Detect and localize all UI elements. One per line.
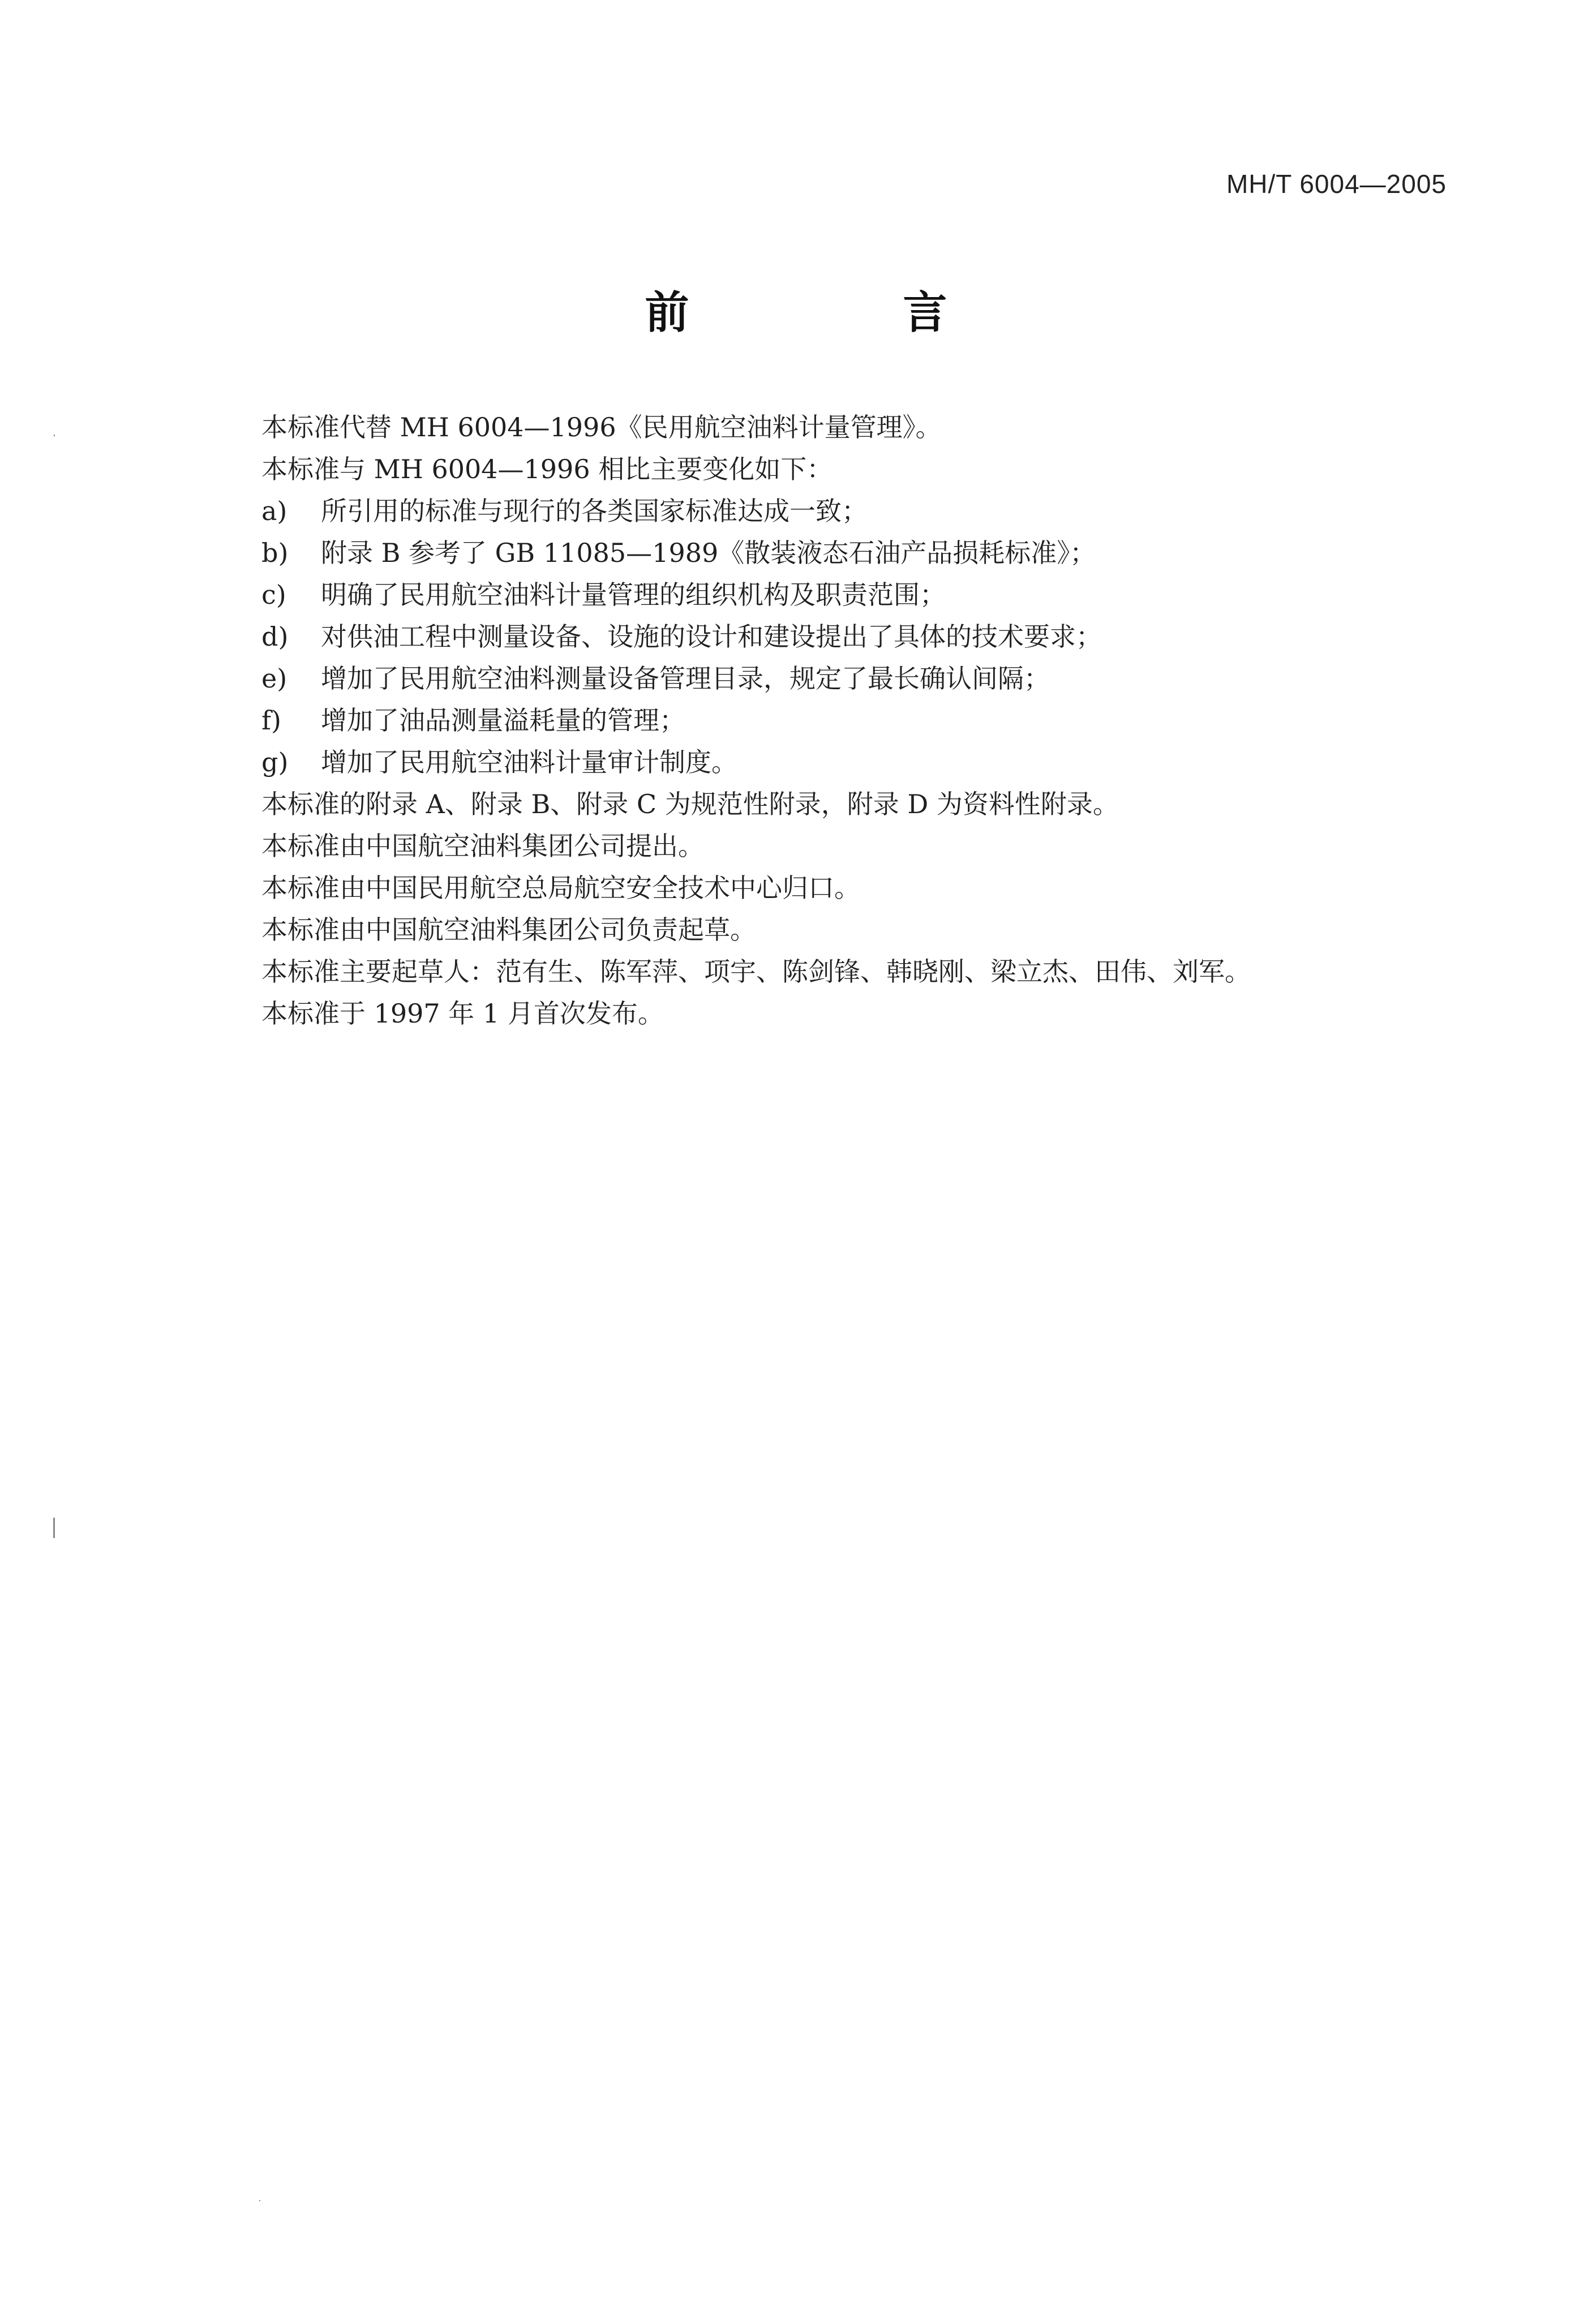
list-item-text: 增加了民用航空油料测量设备管理目录，规定了最长确认间隔；	[321, 663, 1050, 694]
closing-paragraph-proposer: 本标准由中国航空油料集团公司提出。	[261, 831, 704, 861]
list-item-text: 增加了油品测量溢耗量的管理；	[321, 705, 685, 736]
intro-paragraph-changes: 本标准与 MH 6004—1996 相比主要变化如下：	[261, 454, 833, 484]
list-item	[261, 616, 1450, 658]
list-item-text: 附录 B 参考了 GB 11085—1989《散装液态石油产品损耗标准》；	[321, 538, 1096, 568]
list-item-label: e)	[261, 663, 287, 694]
list-item	[261, 574, 1450, 616]
list-item-text: 所引用的标准与现行的各类国家标准达成一致；	[321, 496, 868, 526]
closing-paragraph-first-issue: 本标准于 1997 年 1 月首次发布。	[261, 998, 664, 1029]
list-item	[261, 699, 1450, 741]
scan-mark	[53, 1518, 55, 1538]
foreword-body	[261, 406, 1450, 1034]
list-item	[261, 490, 1450, 532]
list-item-text: 对供油工程中测量设备、设施的设计和建设提出了具体的技术要求；	[321, 621, 1102, 652]
list-item-text: 增加了民用航空油料计量审计制度。	[321, 747, 737, 777]
closing-paragraph-annexes: 本标准的附录 A、附录 B、附录 C 为规范性附录，附录 D 为资料性附录。	[261, 789, 1119, 819]
list-item	[261, 658, 1450, 699]
list-item-text: 明确了民用航空油料计量管理的组织机构及职责范围；	[321, 579, 946, 610]
scan-mark	[54, 435, 55, 436]
intro-paragraph-replaces: 本标准代替 MH 6004—1996《民用航空油料计量管理》。	[261, 412, 942, 443]
closing-paragraph-drafters: 本标准主要起草人：范有生、陈军萍、项宇、陈剑锋、韩晓刚、梁立杰、田伟、刘军。	[261, 956, 1251, 987]
closing-paragraph-drafter-org: 本标准由中国航空油料集团公司负责起草。	[261, 914, 756, 945]
list-item-label: b)	[261, 538, 289, 568]
page-title: 前 言	[645, 287, 1032, 338]
list-item-label: c)	[261, 579, 286, 610]
list-item-label: a)	[261, 496, 287, 526]
list-item-label: g)	[261, 747, 289, 777]
list-item-label: f)	[261, 705, 281, 736]
list-item	[261, 532, 1450, 574]
scan-mark	[259, 2200, 260, 2201]
standard-code: MH/T 6004—2005	[1226, 169, 1447, 199]
list-item	[261, 741, 1450, 783]
list-item-label: d)	[261, 621, 289, 652]
closing-paragraph-centralized: 本标准由中国民用航空总局航空安全技术中心归口。	[261, 873, 860, 903]
